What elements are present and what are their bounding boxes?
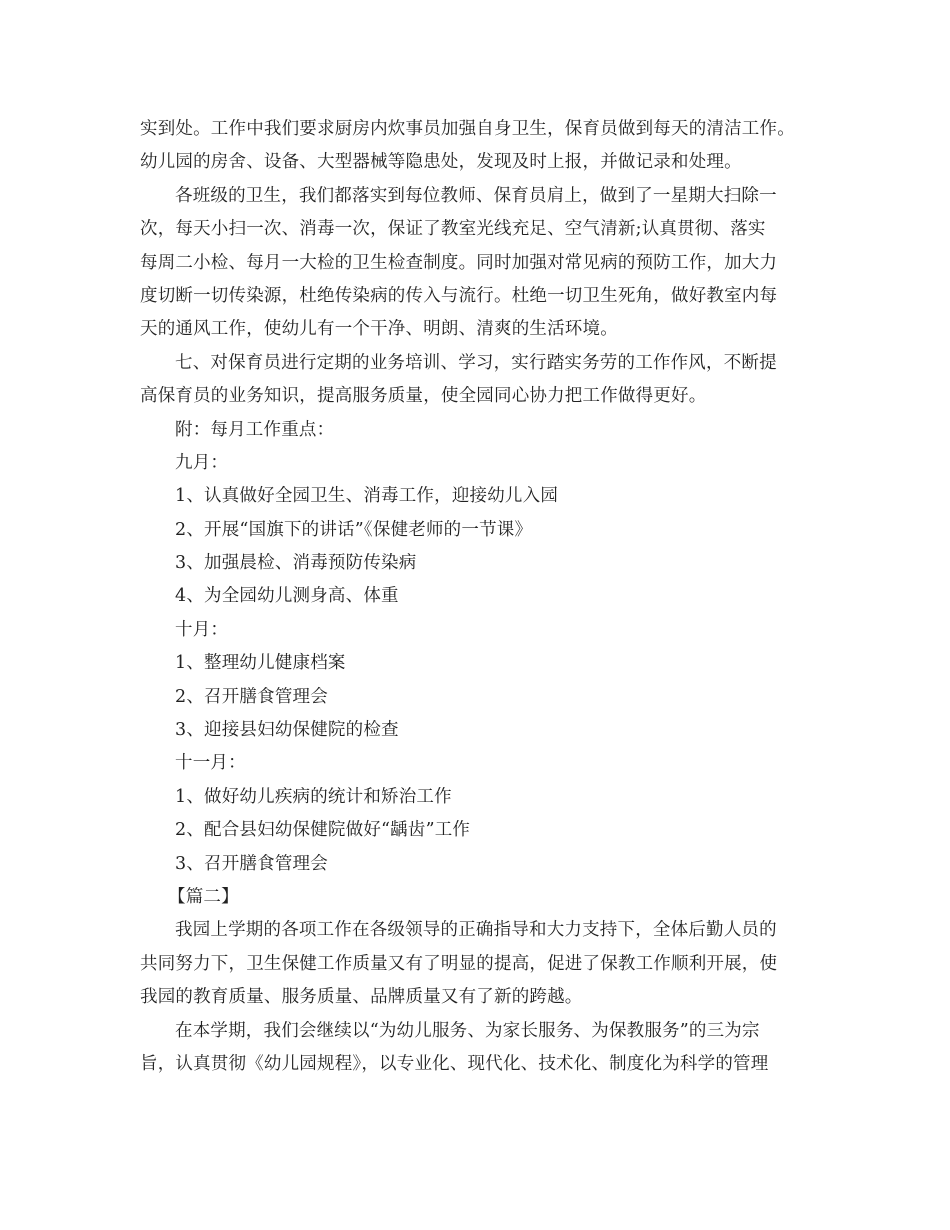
list-item: 2、召开膳食管理会 <box>175 686 328 707</box>
text-line: 每周二小检、每月一大检的卫生检查制度。同时加强对常见病的预防工作，加大力 <box>140 252 778 273</box>
text-line: 天的通风工作，使幼儿有一个干净、明朗、清爽的生活环境。 <box>140 319 618 340</box>
month-heading: 十一月： <box>175 753 246 774</box>
text-line: 幼儿园的房舍、设备、大型器械等隐患处，发现及时上报，并做记录和处理。 <box>140 152 742 173</box>
month-heading: 九月： <box>175 452 229 473</box>
list-item: 1、认真做好全园卫生、消毒工作，迎接幼儿入园 <box>175 486 559 507</box>
section-heading: 附：每月工作重点： <box>175 419 335 440</box>
list-item: 2、开展“国旗下的讲话”《保健老师的一节课》 <box>175 519 533 540</box>
list-item: 1、做好幼儿疾病的统计和矫治工作 <box>175 786 452 807</box>
chapter-heading: 【篇二】 <box>168 886 239 907</box>
text-line: 次，每天小扫一次、消毒一次，保证了教室光线充足、空气清新;认真贯彻、落实 <box>140 219 766 240</box>
list-item: 1、整理幼儿健康档案 <box>175 653 346 674</box>
list-item: 3、迎接县妇幼保健院的检查 <box>175 720 399 741</box>
text-line: 旨，认真贯彻《幼儿园规程》，以专业化、现代化、技术化、制度化为科学的管理 <box>140 1053 769 1074</box>
text-line: 我园的教育质量、服务质量、品牌质量又有了新的跨越。 <box>140 987 583 1008</box>
text-line: 共同努力下，卫生保健工作质量又有了明显的提高，促进了保教工作顺利开展，使 <box>140 953 778 974</box>
list-item: 4、为全园幼儿测身高、体重 <box>175 586 399 607</box>
paragraph-start: 七、对保育员进行定期的业务培训、学习，实行踏实务劳的工作作风，不断提 <box>175 352 777 373</box>
paragraph-start: 我园上学期的各项工作在各级领导的正确指导和大力支持下，全体后勤人员的 <box>175 920 777 941</box>
text-line: 实到处。工作中我们要求厨房内炊事员加强自身卫生，保育员做到每天的清洁工作。 <box>140 119 795 139</box>
list-item: 3、加强晨检、消毒预防传染病 <box>175 553 417 574</box>
text-line: 度切断一切传染源，杜绝传染病的传入与流行。杜绝一切卫生死角，做好教室内每 <box>140 285 778 306</box>
paragraph-start: 各班级的卫生，我们都落实到每位教师、保育员肩上，做到了一星期大扫除一 <box>175 185 777 206</box>
document-body <box>140 113 840 1081</box>
month-heading: 十月： <box>175 619 229 640</box>
text-line: 高保育员的业务知识，提高服务质量，使全园同心协力把工作做得更好。 <box>140 386 707 407</box>
list-item: 3、召开膳食管理会 <box>175 853 328 874</box>
paragraph-start: 在本学期，我们会继续以“为幼儿服务、为家长服务、为保教服务”的三为宗 <box>175 1020 760 1041</box>
list-item: 2、配合县妇幼保健院做好“龋齿”工作 <box>175 820 471 841</box>
